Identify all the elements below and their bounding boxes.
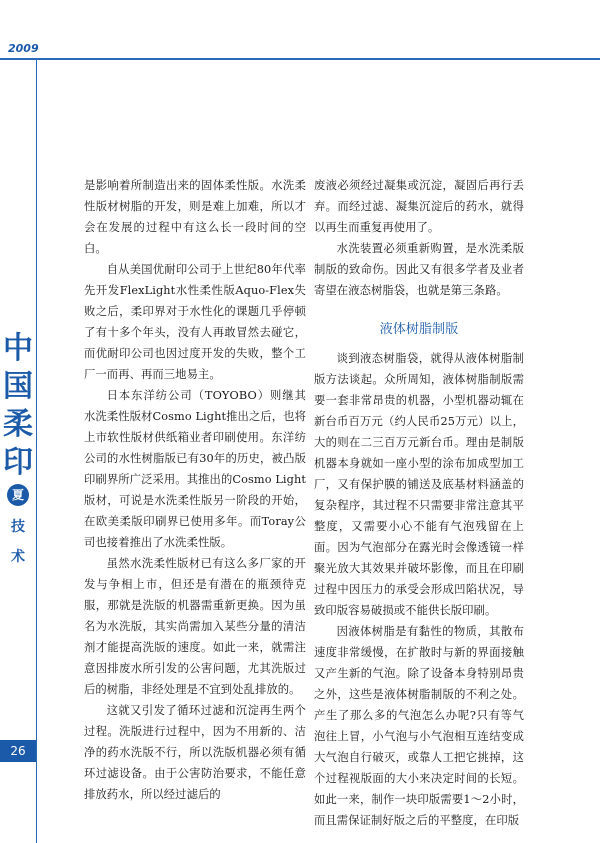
season-badge: 夏 <box>7 484 29 506</box>
article-column-right <box>314 175 524 831</box>
paragraph: 自从美国优耐印公司于上世纪80年代率先开发FlexLight水性柔性版Aquo-Flex失败之后，柔印界对于水性化的课题几乎停顿了有十多个年头，没有人再敢冒然去碰它，而优耐印公司也因过度开发的失败，整个工厂一而再、再而三地易主。 <box>84 263 306 381</box>
paragraph: 这就又引发了循环过滤和沉淀再生两个过程。洗版进行过程中，因为不用新的、洁净的药水洗版不行，所以洗版机器必须有循环过滤设备。由于公害防治要求，不能任意排放药水，所以经过滤后的 <box>84 704 306 801</box>
paragraph: 谈到液态树脂袋，就得从液体树脂制版方法谈起。众所周知，液体树脂制版需要一套非常昂贵的机器，小型机器动辄在新台币百万元（约人民币25万元）以上，大的则在二三百万元新台币。理由是制版机器本身就如一座小型的涂布加成型加工厂，又有保护膜的铺送及底基材料涵盖的复杂程序，其过程不只需要非常注意其平整度，又需要小心不能有气泡残留在上面。因为气泡部分在露光时会像透镜一样聚光放大其效果并破坏影像，而且在印刷过程中因压力的承受会形成凹陷状况，导致印版容易破损或不能供长版印刷。 <box>314 352 524 617</box>
paragraph: 废液必须经过凝集或沉淀，凝固后再行丢弃。而经过滤、凝集沉淀后的药水，就得以再生而重复再使用了。 <box>314 179 524 234</box>
paragraph: 是影响着所制造出来的固体柔性版。水洗柔性版材树脂的开发，则是难上加难，所以才会在发展的过程中有这么长一段时间的空白。 <box>84 179 306 255</box>
paragraph: 虽然水洗柔性版材已有这么多厂家的开发与争相上市，但还是有潜在的瓶颈待克服，那就是洗版的机器需重新更换。因为虽名为水洗版，其实尚需加入某些分量的清洁剂才能提高洗版的速度。如此一来，就需注意因排废水所引发的公害问题，尤其洗版过后的树脂，非经处理是不宜到处乱排放的。 <box>84 557 306 696</box>
page-number: 26 <box>0 740 36 762</box>
magazine-title-vertical <box>0 330 36 572</box>
title-char-2: 国 <box>3 369 33 404</box>
section-heading: 液体树脂制版 <box>379 322 459 337</box>
year-label: 2009 <box>8 42 39 55</box>
paragraph: 因液体树脂是有黏性的物质，其散布速度非常缓慢，在扩散时与新的界面接触又产生新的气泡。除了设备本身特别昂贵之外，这些是液体树脂制版的不利之处。产生了那么多的气泡怎么办呢?只有等气泡往上冒，小气泡与小气泡相互连结变成大气泡自行破灭，或靠人工把它挑掉，这个过程视版面的大小来决定时间的长短。如此一来，制作一块印版需要1～2小时，而且需保证制好版之后的平整度，在印版 <box>314 625 524 827</box>
title-char-4: 印 <box>3 445 33 480</box>
paragraph: 日本东洋纺公司（TOYOBO）则继其水洗柔性版材Cosmo Light推出之后，也将上市软性版材供纸箱业者印刷使用。东洋纺公司的水性树脂版已有30年的历史，被凸版印刷界所广泛采用。其推出的Cosmo Light版材，可说是水洗柔性版另一阶段的开始，在欧美柔版印刷界已使用多年。而Toray公司也接着推出了水洗柔性版。 <box>84 389 306 549</box>
section-char-2: 术 <box>11 549 25 565</box>
paragraph: 水洗装置必须重新购置，是水洗柔版制版的致命伤。因此又有很多学者及业者寄望在液态树脂袋，也就是第三条路。 <box>314 242 524 297</box>
sidebar-rule <box>36 58 37 843</box>
article-column-left <box>84 175 306 805</box>
header-rule <box>0 58 600 60</box>
section-char-1: 技 <box>11 519 25 535</box>
title-char-1: 中 <box>3 331 33 366</box>
title-char-3: 柔 <box>3 407 33 442</box>
